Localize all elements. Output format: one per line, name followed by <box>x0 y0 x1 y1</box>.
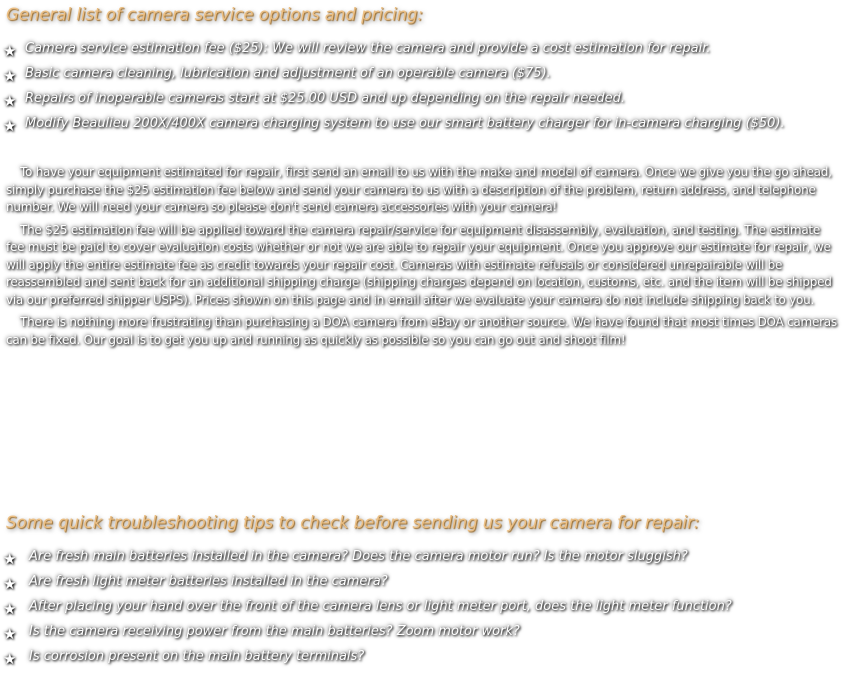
service-item-text: Camera service estimation fee ($25): We will review the camera and provide a cost estimation for repair. <box>25 41 711 56</box>
paragraph-doa-cameras: There is nothing more frustrating than purchasing a DOA camera from eBay or another source. We have found that most times DOA cameras can be fixed. Our goal is to get you up and running as quickly as possible so you can go out and shoot film! <box>6 315 837 347</box>
star-icon: ★ <box>3 625 17 643</box>
tips-heading: Some quick troubleshooting tips to check before sending us your camera for repair: <box>6 513 700 532</box>
tip-item-text: After placing your hand over the front of the camera lens or light meter port, does the light meter function? <box>29 599 732 614</box>
service-item-text: Repairs of inoperable cameras start at $25.00 USD and up depending on the repair needed. <box>25 91 626 106</box>
tip-item-text: Are fresh main batteries installed in the camera? Does the camera motor run? Is the motor sluggish? <box>29 549 688 564</box>
body-text <box>6 164 840 354</box>
paragraph-estimate-fee: The $25 estimation fee will be applied toward the camera repair/service for equipment disassembly, evaluation, and testing. The estimate fee must be paid to cover evaluation costs whether or not we are able to repair your equipment. Once you approve our estimate for repair, we will apply the entire estimate fee as credit towards your repair cost. Cameras with estimate refusals or considered unrepairable will be reassembled and sent back for an additional shipping charge (shipping charges depend on location, customs, etc. and the item will be shipped via our preferred shipper USPS). Prices shown on this page and in email after we evaluate your camera do not include shipping back to you. <box>6 222 832 307</box>
star-icon: ★ <box>3 42 17 60</box>
tip-item-text: Are fresh light meter batteries installed in the camera? <box>29 574 388 589</box>
service-item-text: Modify Beaulieu 200X/400X camera charging system to use our smart battery charger for in-camera charging ($50). <box>25 116 785 131</box>
star-icon: ★ <box>3 92 17 110</box>
star-icon: ★ <box>3 575 17 593</box>
star-icon: ★ <box>3 550 17 568</box>
star-icon: ★ <box>3 600 17 618</box>
star-icon: ★ <box>3 650 17 668</box>
tip-item-text: Is corrosion present on the main battery terminals? <box>29 649 365 664</box>
tip-item-text: Is the camera receiving power from the main batteries? Zoom motor work? <box>29 624 520 639</box>
paragraph-estimate-instructions: To have your equipment estimated for repair, first send an email to us with the make and model of camera. Once we give you the go ahead, simply purchase the $25 estimation fee below and send your camera to us with a description of the problem, return address, and telephone number. We will need your camera so please don't send camera accessories with your camera! <box>6 165 832 214</box>
star-icon: ★ <box>3 67 17 85</box>
service-item-text: Basic camera cleaning, lubrication and adjustment of an operable camera ($75). <box>25 66 551 81</box>
services-heading: General list of camera service options and pricing: <box>6 5 424 24</box>
star-icon: ★ <box>3 117 17 135</box>
